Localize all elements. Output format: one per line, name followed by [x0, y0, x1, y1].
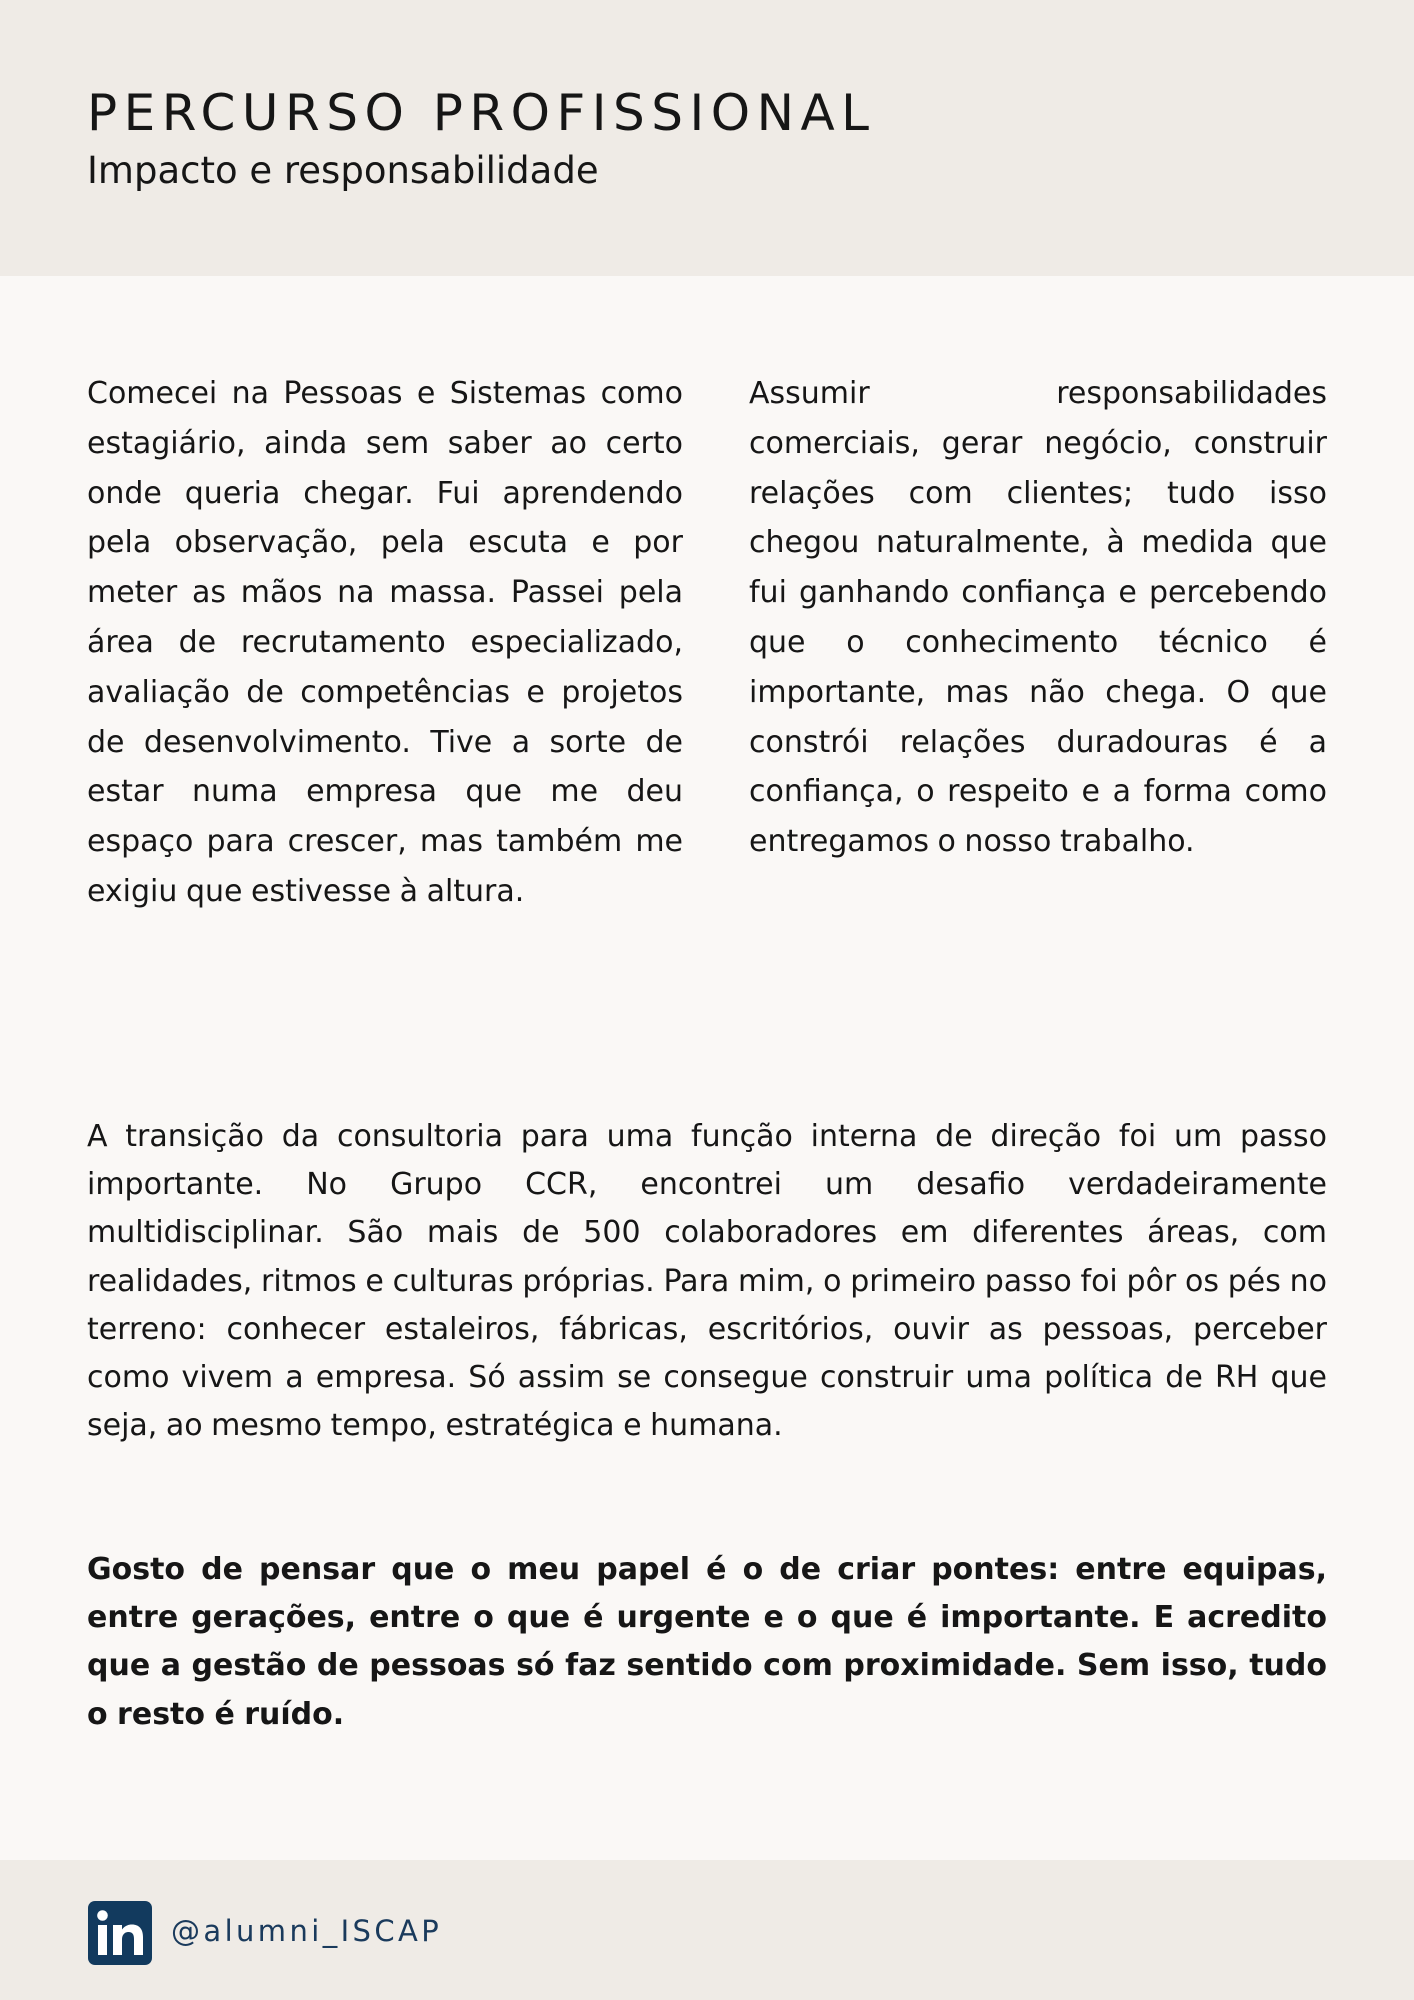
page-subtitle: Impacto e responsabilidade — [87, 149, 599, 192]
right-column-text: Assumir responsabilidades comerciais, gerar negócio, construir relações com clientes; tudo isso chegou naturalmente, à medida que fui ganhando confiança e percebendo que o conhecimento técnico é importante, mas não chega. O que constrói relações duradouras é a confiança, o respeito e a forma como entregamos o nosso trabalho. — [749, 376, 1327, 860]
highlight-paragraph: Gosto de pensar que o meu papel é o de criar pontes: entre equipas, entre gerações, entre o que é urgente e o que é importante. E acredito que a gestão de pessoas só faz sentido com proximidade. Sem isso, tudo o resto é ruído. — [87, 1552, 1327, 1732]
page-title: PERCURSO PROFISSIONAL — [87, 84, 876, 142]
left-column-text: Comecei na Pessoas e Sistemas como estagiário, ainda sem saber ao certo onde queria chegar. Fui aprendendo pela observação, pela escuta e por meter as mãos na massa. Passei pela área de recrutamento especializado, avaliação de competências e projetos de desenvolvimento. Tive a sorte de estar numa empresa que me deu espaço para crescer, mas também me exigiu que estivesse à altura. — [87, 376, 683, 909]
linkedin-icon[interactable] — [88, 1901, 152, 1965]
social-handle[interactable]: @alumni_ISCAP — [171, 1914, 443, 1948]
body-paragraph: A transição da consultoria para uma função interna de direção foi um passo importante. No Grupo CCR, encontrei um desafio verdadeiramente multidisciplinar. São mais de 500 colaboradores em diferentes áreas, com realidades, ritmos e culturas próprias. Para mim, o primeiro passo foi pôr os pés no terreno: conhecer estaleiros, fábricas, escritórios, ouvir as pessoas, perceber como vivem a empresa. Só assim se consegue construir uma política de RH que seja, ao mesmo tempo, estratégica e humana. — [87, 1119, 1327, 1444]
